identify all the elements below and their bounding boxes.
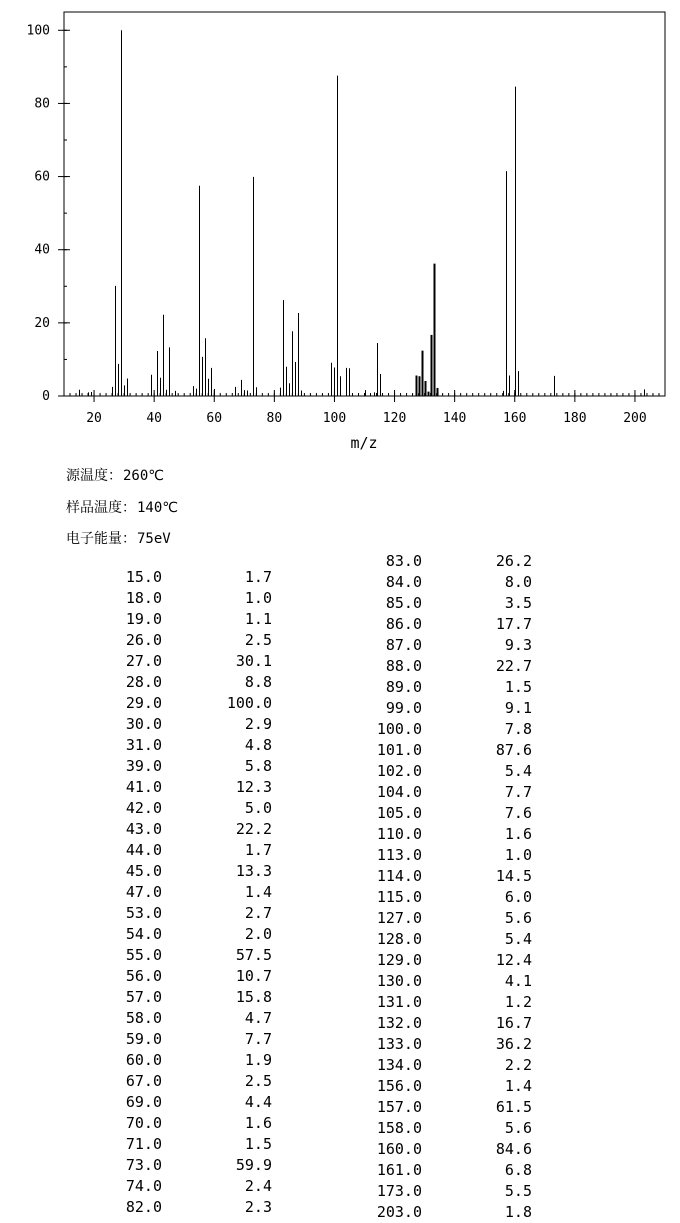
abundance-value: 1.7: [244, 568, 272, 586]
mz-value: 82.0: [125, 1198, 162, 1216]
abundance-value: 12.3: [235, 778, 272, 796]
table-row: [260, 1034, 532, 1055]
abundance-value: 2.3: [244, 1198, 272, 1216]
mz-value: 30.0: [125, 715, 162, 733]
x-tick-label: 100: [322, 411, 347, 426]
y-tick-label: 80: [34, 96, 50, 112]
mz-value: 71.0: [125, 1135, 162, 1153]
abundance-value: 2.5: [244, 631, 272, 649]
plot-frame: [64, 12, 665, 396]
x-tick-label: 80: [266, 411, 283, 426]
table-row: [0, 1008, 272, 1029]
abundance-value: 4.7: [244, 1009, 272, 1027]
x-tick-label: 60: [206, 411, 223, 426]
table-row: [0, 945, 272, 966]
abundance-value: 4.4: [244, 1093, 272, 1111]
mz-value: 87.0: [385, 636, 422, 654]
mz-value: 105.0: [376, 804, 422, 822]
abundance-value: 2.2: [504, 1056, 532, 1074]
mz-value: 28.0: [125, 673, 162, 691]
sample-temperature-value: 140℃: [137, 500, 179, 516]
table-row: [0, 567, 272, 588]
abundance-value: 9.1: [504, 699, 532, 717]
y-tick-label: 0: [42, 389, 50, 404]
mz-value: 55.0: [125, 946, 162, 964]
abundance-value: 84.6: [495, 1140, 532, 1158]
mz-value: 115.0: [376, 888, 422, 906]
mz-value: 102.0: [376, 762, 422, 780]
mz-value: 70.0: [125, 1114, 162, 1132]
table-row: [0, 672, 272, 693]
mz-value: 113.0: [376, 846, 422, 864]
table-row: [0, 1029, 272, 1050]
abundance-value: 5.5: [504, 1182, 532, 1200]
source-temperature-label: 源温度：: [66, 468, 122, 484]
mz-value: 84.0: [385, 573, 422, 591]
abundance-value: 57.5: [235, 946, 272, 964]
mz-value: 158.0: [376, 1119, 422, 1137]
mz-value: 100.0: [376, 720, 422, 738]
abundance-value: 7.6: [504, 804, 532, 822]
mz-value: 83.0: [385, 552, 422, 570]
mz-value: 57.0: [125, 988, 162, 1006]
mz-value: 60.0: [125, 1051, 162, 1069]
y-tick-label: 100: [26, 23, 50, 39]
abundance-value: 16.7: [495, 1014, 532, 1032]
mz-value: 89.0: [385, 678, 422, 696]
x-tick-label: 120: [382, 411, 407, 426]
mz-value: 99.0: [385, 699, 422, 717]
mz-value: 128.0: [376, 930, 422, 948]
table-row: [260, 887, 532, 908]
y-tick-label: 60: [34, 169, 50, 185]
table-row: [260, 971, 532, 992]
mz-value: 45.0: [125, 862, 162, 880]
table-row: [260, 719, 532, 740]
table-row: [260, 1076, 532, 1097]
table-row: [0, 1134, 272, 1155]
abundance-value: 1.5: [504, 678, 532, 696]
table-row: [260, 551, 532, 572]
table-row: [260, 803, 532, 824]
peak-table-left: [0, 567, 272, 1218]
table-row: [0, 735, 272, 756]
source-temperature-value: 260℃: [123, 468, 165, 484]
abundance-value: 1.4: [244, 883, 272, 901]
table-row: [260, 593, 532, 614]
abundance-value: 87.6: [495, 741, 532, 759]
mz-value: 157.0: [376, 1098, 422, 1116]
abundance-value: 14.5: [495, 867, 532, 885]
sample-temperature-label: 样品温度：: [66, 500, 136, 516]
mz-value: 161.0: [376, 1161, 422, 1179]
abundance-value: 26.2: [495, 552, 532, 570]
abundance-value: 7.7: [244, 1030, 272, 1048]
abundance-value: 8.8: [244, 673, 272, 691]
abundance-value: 17.7: [495, 615, 532, 633]
table-row: [0, 714, 272, 735]
electron-energy-label: 电子能量：: [66, 531, 136, 547]
abundance-value: 12.4: [495, 951, 532, 969]
mz-value: 133.0: [376, 1035, 422, 1053]
table-row: [0, 693, 272, 714]
abundance-value: 5.6: [504, 909, 532, 927]
abundance-value: 2.7: [244, 904, 272, 922]
abundance-value: 5.4: [504, 930, 532, 948]
y-tick-label: 40: [34, 242, 50, 258]
abundance-value: 5.8: [244, 757, 272, 775]
table-row: [0, 630, 272, 651]
table-row: [260, 824, 532, 845]
mz-value: 110.0: [376, 825, 422, 843]
table-row: [260, 908, 532, 929]
mz-value: 58.0: [125, 1009, 162, 1027]
mz-value: 160.0: [376, 1140, 422, 1158]
spectrum-peaks: [80, 30, 645, 396]
mz-value: 26.0: [125, 631, 162, 649]
minor-ticks: [64, 30, 665, 396]
mz-value: 74.0: [125, 1177, 162, 1195]
mass-spectrum-chart: [0, 0, 680, 460]
mz-value: 130.0: [376, 972, 422, 990]
abundance-value: 1.8: [504, 1203, 532, 1221]
abundance-value: 6.8: [504, 1161, 532, 1179]
table-row: [260, 1118, 532, 1139]
table-row: [0, 1050, 272, 1071]
table-row: [0, 798, 272, 819]
table-row: [260, 698, 532, 719]
x-tick-label: 200: [623, 411, 647, 426]
abundance-value: 2.5: [244, 1072, 272, 1090]
table-row: [0, 777, 272, 798]
abundance-value: 61.5: [495, 1098, 532, 1116]
electron-energy: [66, 528, 171, 548]
table-row: [260, 1013, 532, 1034]
table-row: [0, 819, 272, 840]
source-temperature: [66, 465, 164, 485]
sample-temperature: [66, 497, 178, 517]
mz-value: 41.0: [125, 778, 162, 796]
mz-value: 29.0: [125, 694, 162, 712]
mz-value: 127.0: [376, 909, 422, 927]
x-tick-label: 140: [442, 411, 467, 426]
y-axis: [27, 23, 70, 404]
mz-value: 54.0: [125, 925, 162, 943]
table-row: [260, 740, 532, 761]
abundance-value: 10.7: [235, 967, 272, 985]
mz-value: 129.0: [376, 951, 422, 969]
table-row: [0, 651, 272, 672]
abundance-value: 5.6: [504, 1119, 532, 1137]
table-row: [0, 966, 272, 987]
table-row: [260, 1097, 532, 1118]
table-row: [260, 572, 532, 593]
table-row: [0, 861, 272, 882]
table-row: [260, 656, 532, 677]
table-row: [0, 609, 272, 630]
mz-value: 203.0: [376, 1203, 422, 1221]
electron-energy-value: 75eV: [137, 531, 171, 547]
mz-value: 18.0: [125, 589, 162, 607]
peak-table-right: [260, 551, 532, 1223]
y-tick-label: 20: [34, 315, 50, 331]
abundance-value: 5.0: [244, 799, 272, 817]
abundance-value: 9.3: [504, 636, 532, 654]
abundance-value: 5.4: [504, 762, 532, 780]
mz-value: 131.0: [376, 993, 422, 1011]
mz-value: 53.0: [125, 904, 162, 922]
table-row: [260, 677, 532, 698]
abundance-value: 1.6: [244, 1114, 272, 1132]
mz-value: 19.0: [125, 610, 162, 628]
x-tick-label: 20: [86, 411, 102, 426]
mz-value: 42.0: [125, 799, 162, 817]
mz-value: 88.0: [385, 657, 422, 675]
mz-value: 114.0: [376, 867, 422, 885]
x-tick-label: 40: [146, 411, 162, 426]
abundance-value: 1.5: [244, 1135, 272, 1153]
table-row: [260, 1055, 532, 1076]
table-row: [260, 929, 532, 950]
abundance-value: 6.0: [504, 888, 532, 906]
mz-value: 44.0: [125, 841, 162, 859]
abundance-value: 7.8: [504, 720, 532, 738]
mz-value: 27.0: [125, 652, 162, 670]
table-row: [0, 987, 272, 1008]
abundance-value: 1.6: [504, 825, 532, 843]
abundance-value: 22.7: [495, 657, 532, 675]
table-row: [260, 866, 532, 887]
table-row: [0, 924, 272, 945]
mz-value: 173.0: [376, 1182, 422, 1200]
mz-value: 39.0: [125, 757, 162, 775]
mz-value: 15.0: [125, 568, 162, 586]
x-tick-label: 180: [563, 411, 587, 426]
mz-value: 73.0: [125, 1156, 162, 1174]
abundance-value: 1.0: [244, 589, 272, 607]
abundance-value: 1.0: [504, 846, 532, 864]
table-row: [260, 1139, 532, 1160]
abundance-value: 30.1: [235, 652, 272, 670]
table-row: [0, 882, 272, 903]
mz-value: 31.0: [125, 736, 162, 754]
table-row: [0, 756, 272, 777]
abundance-value: 1.4: [504, 1077, 532, 1095]
table-row: [0, 1113, 272, 1134]
table-row: [260, 635, 532, 656]
table-row: [0, 1176, 272, 1197]
abundance-value: 22.2: [235, 820, 272, 838]
mz-value: 56.0: [125, 967, 162, 985]
table-row: [260, 992, 532, 1013]
table-row: [0, 1197, 272, 1218]
abundance-value: 100.0: [226, 694, 272, 712]
table-row: [260, 782, 532, 803]
table-row: [260, 1181, 532, 1202]
mz-value: 59.0: [125, 1030, 162, 1048]
abundance-value: 1.2: [504, 993, 532, 1011]
abundance-value: 2.0: [244, 925, 272, 943]
table-row: [0, 1092, 272, 1113]
table-row: [260, 761, 532, 782]
table-row: [0, 903, 272, 924]
abundance-value: 7.7: [504, 783, 532, 801]
mz-value: 67.0: [125, 1072, 162, 1090]
abundance-value: 1.9: [244, 1051, 272, 1069]
table-row: [0, 1155, 272, 1176]
mz-value: 134.0: [376, 1056, 422, 1074]
table-row: [0, 840, 272, 861]
x-tick-label: 160: [503, 411, 527, 426]
mz-value: 132.0: [376, 1014, 422, 1032]
mz-value: 104.0: [376, 783, 422, 801]
mz-value: 101.0: [376, 741, 422, 759]
mz-value: 69.0: [125, 1093, 162, 1111]
mz-value: 47.0: [125, 883, 162, 901]
table-row: [0, 588, 272, 609]
abundance-value: 15.8: [235, 988, 272, 1006]
abundance-value: 13.3: [235, 862, 272, 880]
table-row: [260, 1202, 532, 1223]
abundance-value: 2.9: [244, 715, 272, 733]
mz-value: 43.0: [125, 820, 162, 838]
abundance-value: 1.7: [244, 841, 272, 859]
mz-value: 86.0: [385, 615, 422, 633]
abundance-value: 4.1: [504, 972, 532, 990]
table-row: [260, 950, 532, 971]
table-row: [260, 1160, 532, 1181]
x-axis-title: m/z: [350, 434, 378, 452]
table-row: [260, 845, 532, 866]
table-row: [260, 614, 532, 635]
abundance-value: 2.4: [244, 1177, 272, 1195]
mz-value: 85.0: [385, 594, 422, 612]
abundance-value: 59.9: [235, 1156, 272, 1174]
abundance-value: 36.2: [495, 1035, 532, 1053]
abundance-value: 1.1: [244, 610, 272, 628]
mz-value: 156.0: [376, 1077, 422, 1095]
abundance-value: 8.0: [504, 573, 532, 591]
abundance-value: 4.8: [244, 736, 272, 754]
abundance-value: 3.5: [504, 594, 532, 612]
table-row: [0, 1071, 272, 1092]
